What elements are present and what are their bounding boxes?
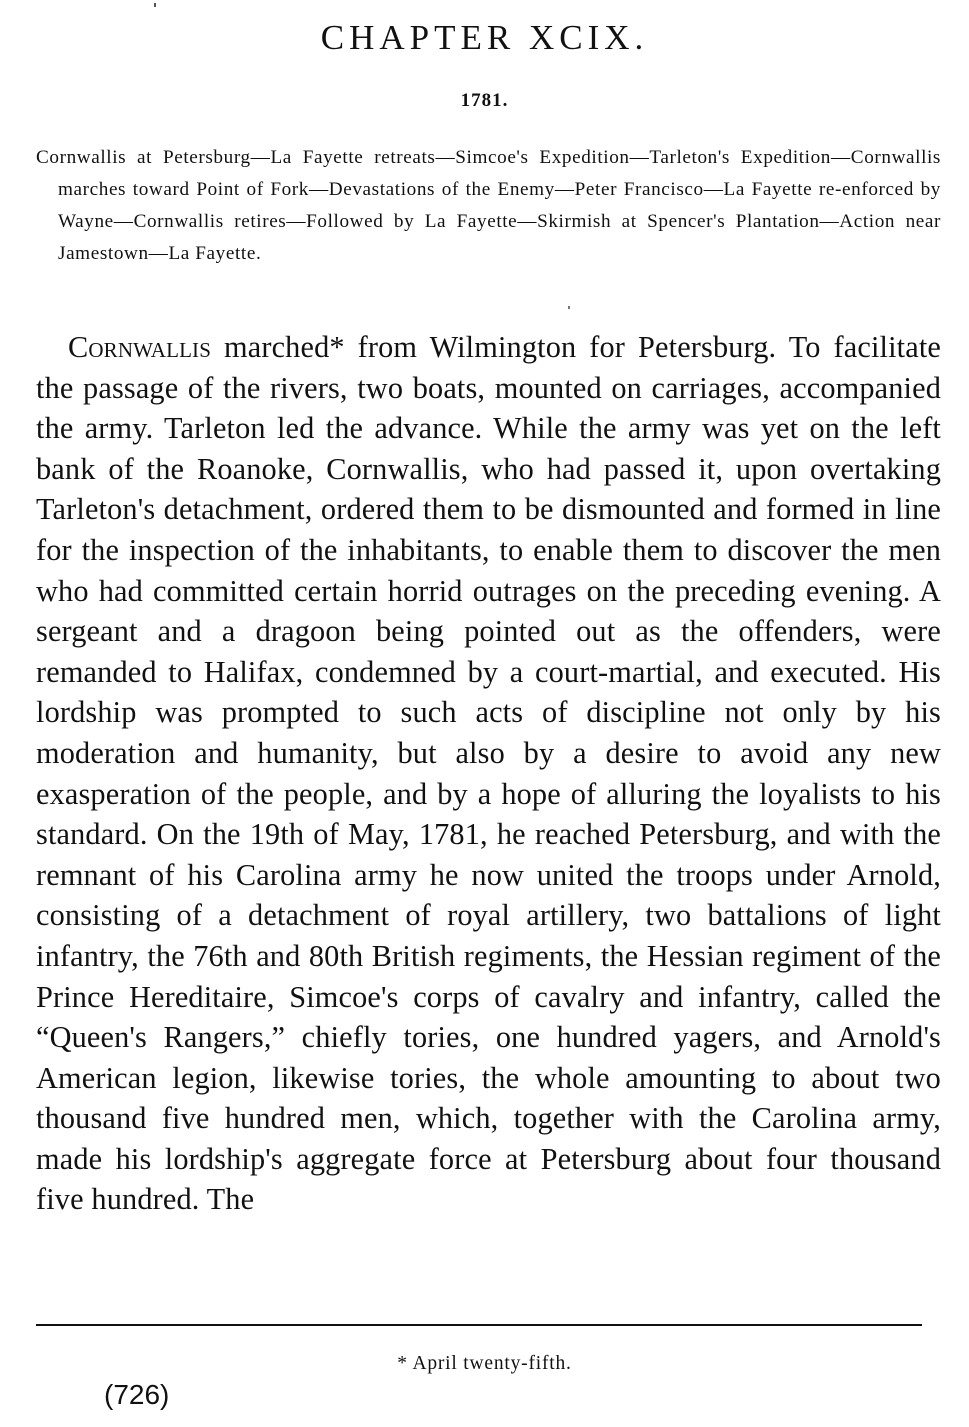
body-text: marched* from Wilmington for Petersburg. To facilitate the passage of the rivers, two boats, mounted on carriages, accompanied the army. Tarleton led the advance. While the army was yet on the left bank of the Roanoke, Cornwallis, who had passed it, upon overtaking Tarleton's detachment, ordered them to be dismounted and formed in line for the inspection of the inhabitants, to enable them to discover the men who had committed certain horrid outrages on the preceding evening. A sergeant and a dragoon being pointed out as the offenders, were remanded to Halifax, condemned by a court-martial, and executed. His lordship was prompted to such acts of discipline not only by his moderation and humanity, but also by a desire to avoid any new exasperation of the people, and by a hope of alluring the loyalists to his standard. On the 19th of May, 1781, he reached Petersburg, and with the remnant of his Carolina army he now united the troops under Arnold, consisting of a detachment of royal artillery, two battalions of light infantry, the 76th and 80th British regiments, the Hessian regiment of the Prince Hereditaire, Simcoe's corps of cavalry and infantry, called the “Queen's Rangers,” chiefly tories, one hundred yagers, and Arnold's American legion, likewise tories, the whole amounting to about two thousand five hundred men, which, together with the Carolina army, made his lordship's aggregate force at Petersburg about four thousand five hundred. The (36, 330, 941, 1217)
chapter-summary: Cornwallis at Petersburg—La Fayette retreats—Simcoe's Expedition—Tarleton's Expedition—Cornwallis marches toward Point of Fork—Devastations of the Enemy—Peter Francisco—La Fayette re-enforced by Wayne—Cornwallis retires—Followed by La Fayette—Skirmish at Spencer's Plantation—Action near Jamestown—La Fayette. (36, 147, 941, 264)
chapter-title: CHAPTER XCIX. (320, 18, 649, 57)
print-mark (568, 306, 570, 309)
footnote-rule (36, 1324, 922, 1326)
page-number: (726) (104, 1379, 170, 1410)
chapter-year: 1781. (460, 90, 509, 111)
footnote: * April twenty-fifth. (397, 1353, 572, 1374)
lead-word: Cornwallis (68, 330, 212, 364)
body-paragraph (36, 327, 941, 1220)
print-mark (154, 3, 156, 7)
